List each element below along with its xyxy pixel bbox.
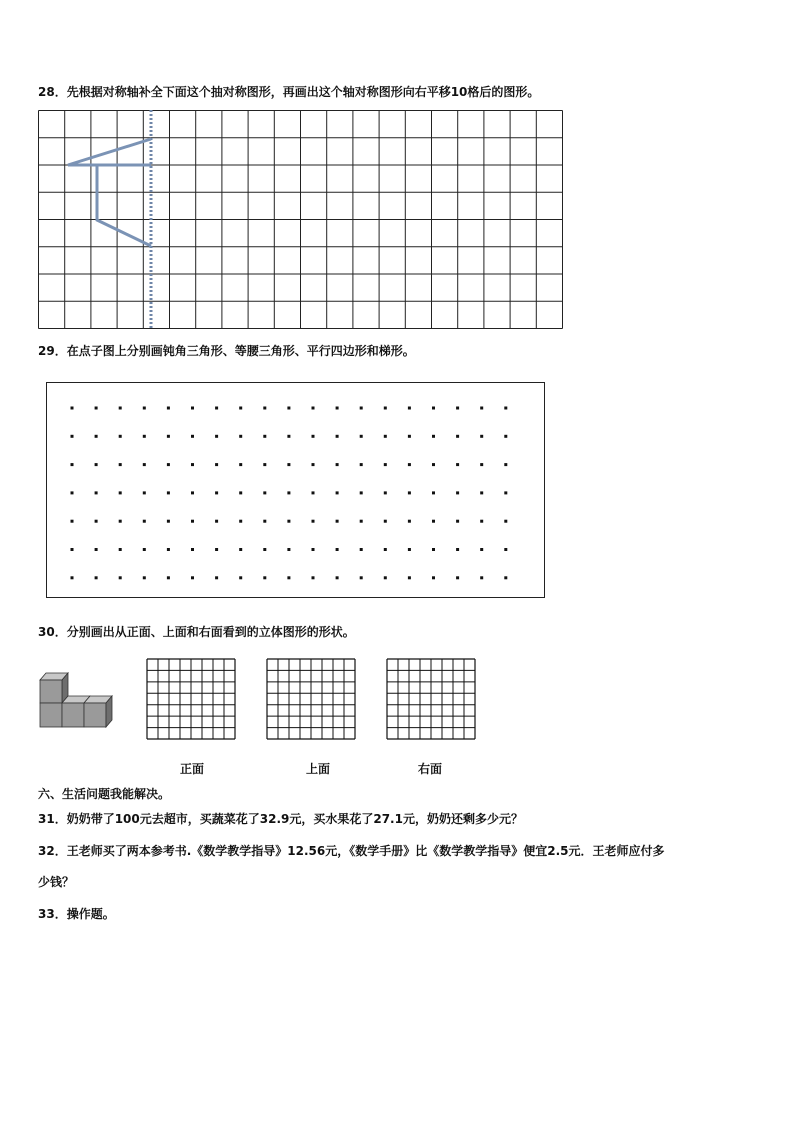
- dot-grid: [46, 382, 546, 600]
- q32-line1: 32．王老师买了两本参考书.《数学教学指导》12.56元，《数学手册》比《数学教学指导》便宜2.5元．王老师应付多: [38, 844, 665, 858]
- top-view-grid: [266, 658, 358, 742]
- q32-line2: 少钱？: [38, 875, 75, 889]
- q28-text: 28．先根据对称轴补全下面这个抽对称图形，再画出这个轴对称图形向右平移10格后的图形。: [38, 85, 540, 99]
- front-view-grid: [146, 658, 238, 742]
- q28-grid: [38, 110, 568, 332]
- top-view-label: 上面: [305, 762, 330, 776]
- front-view-label: 正面: [179, 762, 204, 776]
- half-figure: [68, 139, 151, 165]
- q30-text: 30．分别画出从正面、上面和右面看到的立体图形的形状。: [38, 625, 355, 639]
- right-view-label: 右面: [417, 762, 442, 776]
- q31-text: 31．奶奶带了100元去超市，买蔬菜花了32.9元，买水果花了27.1元，奶奶还剩多少元？: [38, 812, 523, 826]
- q33-text: 33．操作题。: [38, 907, 115, 921]
- right-view-grid: [386, 658, 478, 742]
- section6-heading: 六、生活问题我能解决。: [38, 787, 171, 801]
- cube-figure: [38, 670, 118, 730]
- q29-text: 29．在点子图上分别画钝角三角形、等腰三角形、平行四边形和梯形。: [38, 344, 415, 358]
